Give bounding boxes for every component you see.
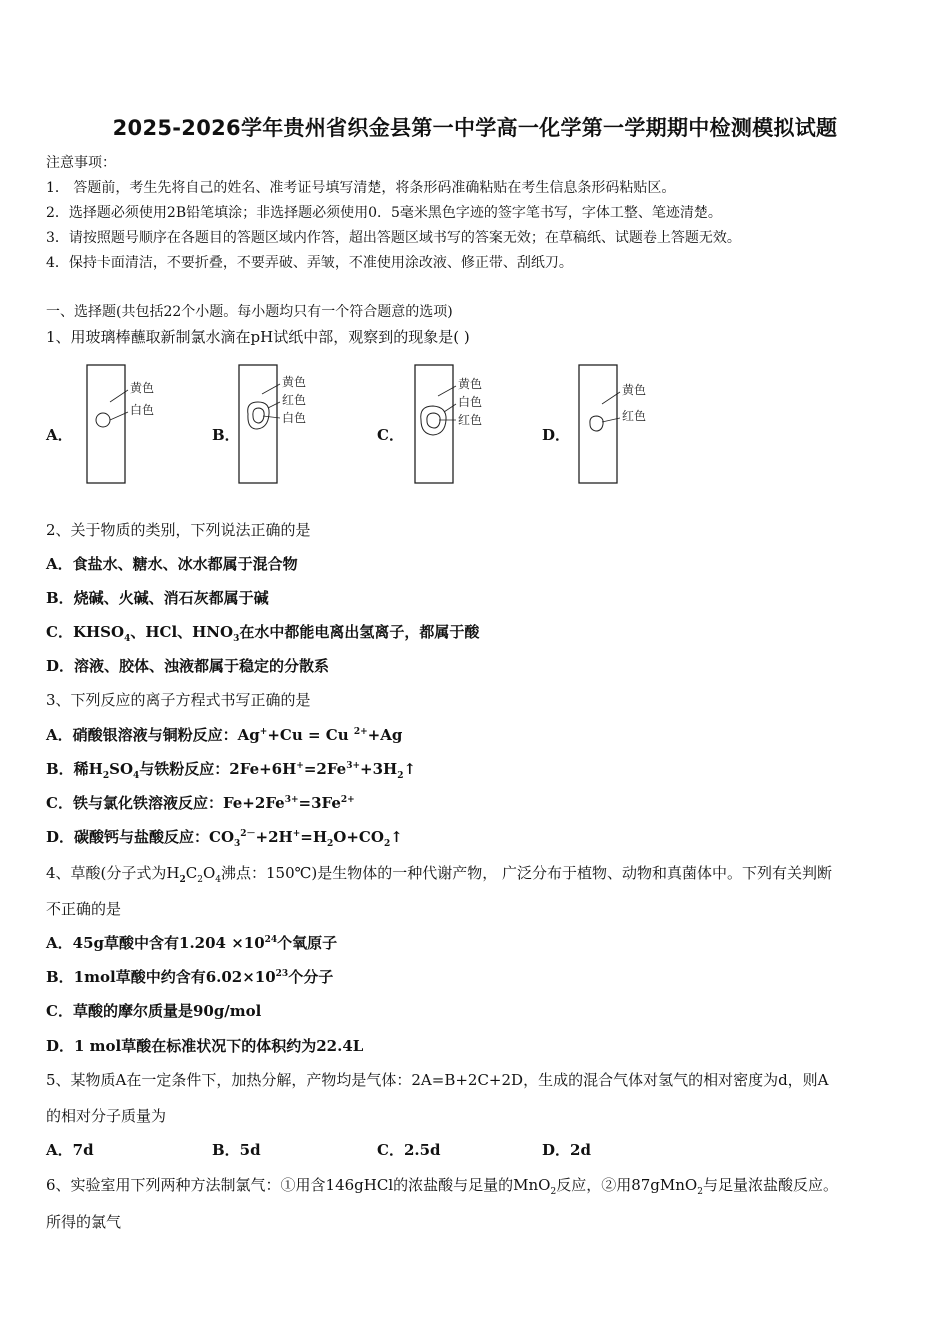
q1-option-d-letter: D．: [542, 426, 571, 444]
q1-option-a-letter: A．: [46, 426, 73, 444]
q1-c-label-yellow: 黄色: [458, 377, 483, 391]
section-heading: 一、选择题(共包括22个小题。每小题均只有一个符合题意的选项): [46, 304, 453, 320]
notice-item-1: 1． 答题前，考生先将自己的姓名、准考证号填写清楚，将条形码准确粘贴在考生信息条形码粘贴区。: [46, 180, 676, 196]
page-title: 2025-2026学年贵州省织金县第一中学高一化学第一学期期中检测模拟试题: [112, 116, 838, 140]
q1-ph-strip-a: [80, 362, 170, 486]
q6-stem-line2: 所得的氯气: [46, 1213, 122, 1231]
q5-option-a: A．7d: [46, 1141, 94, 1159]
notice-item-3: 3．请按照题号顺序在各题目的答题区域内作答，超出答题区域书写的答案无效；在草稿纸、试题卷上答题无效。: [46, 230, 741, 246]
q4-stem-line2: 不正确的是: [46, 900, 122, 918]
q1-ph-strip-c: [408, 362, 498, 486]
q1-c-label-red: 红色: [458, 413, 483, 427]
notice-heading: 注意事项：: [46, 155, 116, 171]
q2-option-b: B．烧碱、火碱、消石灰都属于碱: [46, 589, 269, 607]
q1-b-label-white: 白色: [282, 411, 307, 425]
q3-option-c: C．铁与氯化铁溶液反应：$Fe+2Fe^{3+}=3Fe^{2+}$: [46, 794, 355, 812]
q6-stem: 6、实验室用下列两种方法制氯气：①用含146gHCl的浓盐酸与足量的MnO$_2$反应，②用87gMnO$_2$与足量浓盐酸反应。: [46, 1176, 838, 1197]
q1-a-label-white: 白色: [130, 403, 155, 417]
notice-item-2: 2．选择题必须使用2B铅笔填涂；非选择题必须使用0．5毫米黑色字迹的签字笔书写，字体工整、笔迹清楚。: [46, 205, 722, 221]
q1-option-b-letter: B．: [212, 426, 240, 444]
q5-option-b: B．5d: [212, 1141, 261, 1159]
q2-stem: 2、关于物质的类别，下列说法正确的是: [46, 521, 311, 539]
q3-option-a: A．硝酸银溶液与铜粉反应：Ag++Cu = Cu $^{2+}$+Ag: [46, 726, 403, 744]
q4-stem: 4、草酸(分子式为$H_2C_2O_4$沸点：150℃)是生物体的一种代谢产物， 广泛分布于植物、动物和真菌体中。下列有关判断: [46, 864, 833, 885]
q5-option-c: C．2.5d: [377, 1141, 441, 1159]
q1-c-label-white: 白色: [458, 395, 483, 409]
q3-option-b: B．稀$H_2SO_4$与铁粉反应：$2Fe+6H^+=2Fe^{3+}+3H_2↑$: [46, 760, 417, 781]
q4-option-c: C．草酸的摩尔质量是90g/mol: [46, 1002, 262, 1020]
q3-stem: 3、下列反应的离子方程式书写正确的是: [46, 691, 311, 709]
q5-stem: 5、某物质A在一定条件下，加热分解，产物均是气体：2A=B+2C+2D，生成的混合气体对氢气的相对密度为d，则A: [46, 1071, 829, 1089]
q2-option-a: A．食盐水、糖水、冰水都属于混合物: [46, 555, 298, 573]
notice-item-4: 4．保持卡面清洁，不要折叠，不要弄破、弄皱，不准使用涂改液、修正带、刮纸刀。: [46, 255, 573, 271]
q1-a-label-yellow: 黄色: [130, 381, 155, 395]
q3-option-d: D．碳酸钙与盐酸反应：$CO_3^{2-}+2H^+=H_2O+CO_2↑$: [46, 828, 403, 849]
q2-option-c: C．$KHSO_4$、HCl、$HNO_3$在水中都能电离出氢离子，都属于酸: [46, 623, 480, 644]
q1-ph-strip-d: [572, 362, 662, 486]
q5-option-d: D．2d: [542, 1141, 591, 1159]
q2-option-d: D．溶液、胶体、浊液都属于稳定的分散系: [46, 657, 330, 675]
q1-b-label-red: 红色: [282, 393, 307, 407]
q1-ph-strip-b: [232, 362, 322, 486]
q4-option-d: D．1 mol草酸在标准状况下的体积约为22.4L: [46, 1037, 364, 1055]
q1-d-label-red: 红色: [622, 409, 647, 423]
q1-stem: 1、用玻璃棒蘸取新制氯水滴在pH试纸中部，观察到的现象是( ): [46, 328, 470, 346]
q5-stem-line2: 的相对分子质量为: [46, 1107, 167, 1125]
q1-option-c-letter: C．: [377, 426, 404, 444]
q1-b-label-yellow: 黄色: [282, 375, 307, 389]
q1-d-label-yellow: 黄色: [622, 383, 647, 397]
q4-option-a: A．45g草酸中含有$1.204 \times 10^{24}$个氧原子: [46, 934, 338, 952]
q4-option-b: B．1mol草酸中约含有$6.02\times 10^{23}$个分子: [46, 968, 334, 986]
